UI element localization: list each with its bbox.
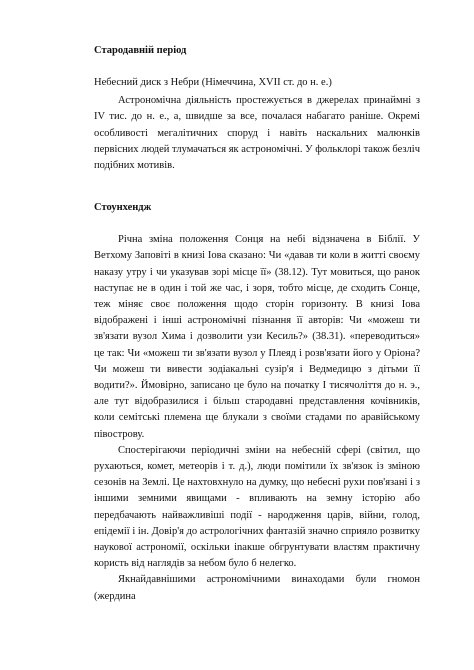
section-heading-ancient: Стародавній період	[94, 45, 187, 56]
paragraph-bible-sun: Річна зміна положення Сонця на небі відзначена в Біблії. У Ветхому Заповіті в книзі Іова сказано: Чи «давав ти коли в житті своєму наказу утру і чи указував зорі місце її» (38.12). Тут мовиться, що ранок наступає не в один і той же час, і зоря, тобто місце, де сходить Сонце, теж міняє своє положення щодо сторін горизонту. В книзі Іова відображені і інші астрономічні пізнання її авторів: Чи «можеш ти зв'язати вузол Хима і дозволити узи Кесиль?» (38.31). «переводиться» це так: Чи «можеш ти зв'язати вузол у Плеяд і розв'язати його у Оріона? Чи можеш ти вивести зодіакальні сузір'я і Ведмедицю з дітьми її водити?». Ймовірно, записано це було на початку I тисячоліття до н. э., але тут відобразилися і більш стародавні представлення кочівників, коли семітські племена ще блукали з своїми стадами по аравійському півострову.	[94, 234, 420, 440]
figure-caption-nebra-disk: Небесний диск з Небри (Німеччина, XVII ст. до н. е.)	[94, 77, 332, 88]
section-heading-stonehenge: Стоунхендж	[94, 202, 152, 214]
paragraph-astronomy-origins: Астрономічна діяльність простежується в джерелах принаймні з IV тис. до н. е., а, швидше за все, почалася набагато раніше. Окремі особливості мегалітичних споруд і навіть наскальних малюнків первісних людей тлумачаться як астрономічні. У фольклорі також безліч подібних мотивів.	[94, 95, 420, 172]
paragraph-celestial-changes: Спостерігаючи періодичні зміни на небесній сфері (світил, що рухаються, комет, метеорів і т. д.), люди помітили їх зв'язок із зміною сезонів на Землі. Це нахтовхнуло на думку, що небесні рухи пов'язані і з іншими земними явищами - впливають на земну історію або передбачають найважливіші події - народження царів, війни, голод, епідемії і ін. Довір'я до астрологічних фантазій значно сприяло розвитку наукової астрономії, оскільки inакше обгрунтувати властям практичну користь від наглядів за небом було б нелегко.	[94, 444, 420, 570]
paragraph-ancient-inventions: Якнайдавнішими астрономічними винаходами були гномон (жердина	[94, 574, 420, 602]
